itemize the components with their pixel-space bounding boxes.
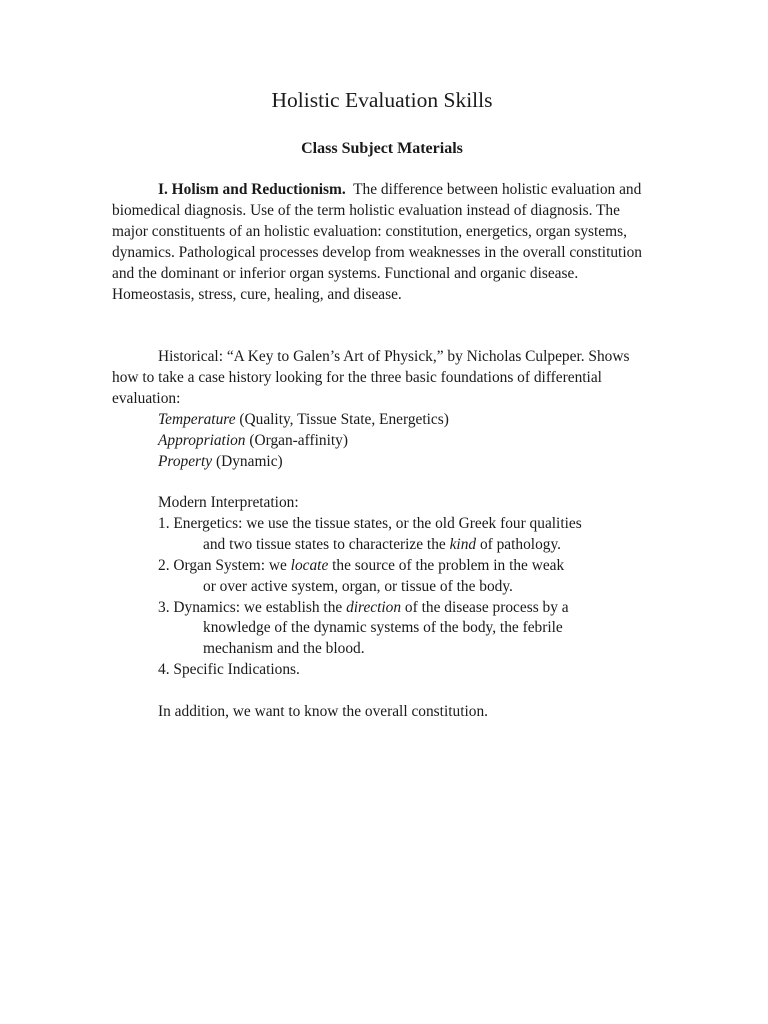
foundation-item [112,410,652,431]
list-item-organ-system: 2. Organ System: we locate the source of the problem in the weak or over active system, organ, or tissue of the body. [158,556,565,595]
foundation-item [112,452,652,473]
historical-paragraph [112,347,652,472]
foundation-term: Appropriation [158,431,246,449]
section-holism-paragraph [112,180,652,305]
section-heading: I. Holism and Reductionism. [158,181,346,198]
closing-paragraph: In addition, we want to know the overall constitution. [158,703,488,720]
foundation-desc: (Quality, Tissue State, Energetics) [235,410,449,428]
modern-heading: Modern Interpretation: [158,494,299,511]
foundation-term: Temperature [158,410,236,428]
list-item-specific-indications: 4. Specific Indications. [158,661,300,679]
modern-interpretation [112,493,652,681]
foundation-desc: (Dynamic) [212,452,283,470]
document-title: Holistic Evaluation Skills [271,88,493,112]
foundation-term: Property [158,452,213,470]
section-text: The difference between holistic evaluation and biomedical diagnosis. Use of the term holistic evaluation instead of diagnosis. The major constituents of an holistic evaluation: constitution, energetics, organ systems, dynamics. Pathological processes develop from weaknesses in the overall constitution and the dominant or inferior organ systems. Functional and organic disease. Homeostasis, stress, cure, healing, and disease. [112,181,642,303]
list-item-dynamics: 3. Dynamics: we establish the direction of the disease process by a knowledge of the dynamic systems of the body, the febrile mechanism and the blood. [158,598,569,658]
document-subtitle: Class Subject Materials [301,140,463,157]
list-item-energetics: 1. Energetics: we use the tissue states, or the old Greek four qualities and two tissue states to characterize the kind of pathology. [158,514,582,553]
foundation-desc: (Organ-affinity) [245,431,348,449]
foundation-item [112,431,652,452]
historical-text: Historical: “A Key to Galen’s Art of Physick,” by Nicholas Culpeper. Shows how to take a case history looking for the three basic foundations of differential evaluation: [112,348,630,407]
